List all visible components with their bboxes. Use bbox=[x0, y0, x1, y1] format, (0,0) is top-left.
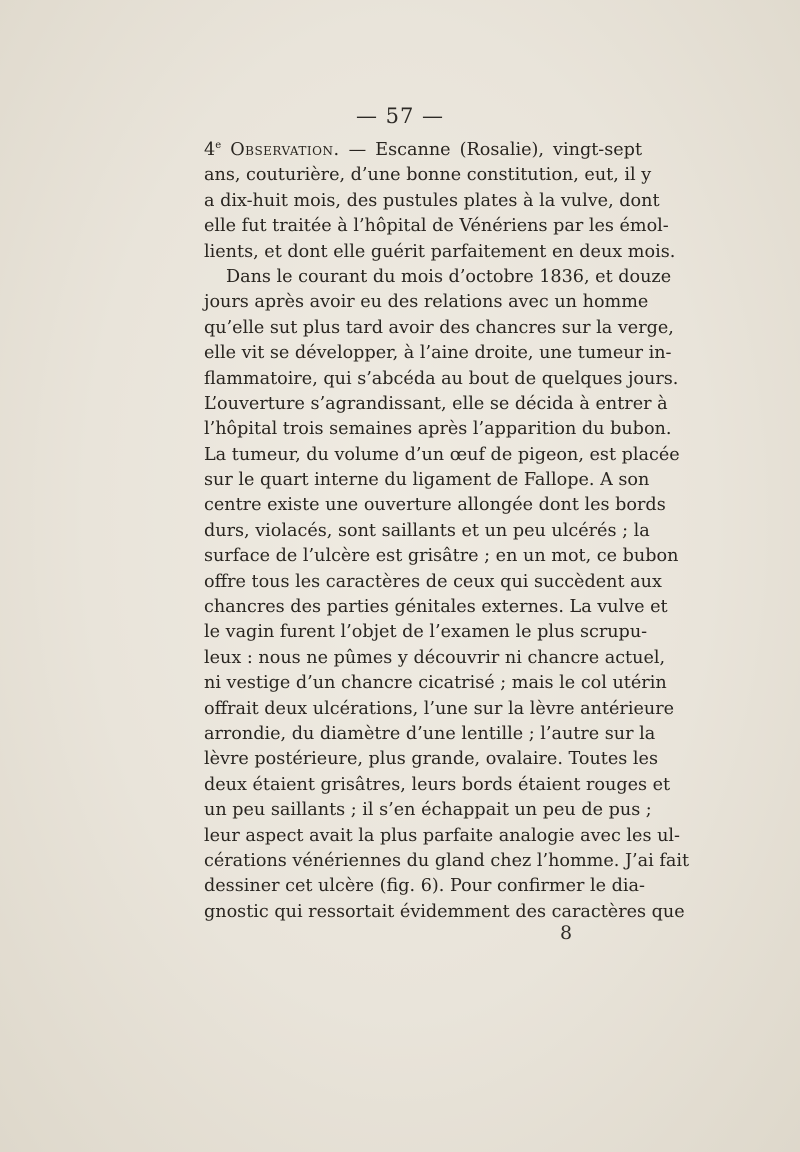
text-line: elle vit se développer, à l’aine droite, une tumeur in- bbox=[204, 343, 672, 364]
text-line: La tumeur, du volume d’un œuf de pigeon, est placée bbox=[204, 444, 680, 465]
text-line: ni vestige d’un chancre cicatrisé ; mais le col utérin bbox=[204, 673, 667, 694]
observation-number: 4 bbox=[204, 140, 216, 160]
heading-rest: — Escanne (Rosalie), vingt-sept bbox=[339, 140, 643, 160]
observation-title: Observation. bbox=[230, 140, 340, 160]
text-line: offre tous les caractères de ceux qui succèdent aux bbox=[204, 571, 662, 592]
text-line: durs, violacés, sont saillants et un peu ulcérés ; la bbox=[204, 520, 650, 541]
text-line: Dans le courant du mois d’octobre 1836, et douze bbox=[226, 266, 672, 287]
text-line: L’ouverture s’agrandissant, elle se décida à entrer à bbox=[204, 393, 668, 414]
text-line: deux étaient grisâtres, leurs bords étaient rouges et bbox=[204, 774, 671, 795]
text-line: dessiner cet ulcère (fig. 6). Pour confirmer le dia- bbox=[204, 876, 645, 897]
text-line: qu’elle sut plus tard avoir des chancres sur la verge, bbox=[204, 317, 674, 338]
text-line: l’hôpital trois semaines après l’apparition du bubon. bbox=[204, 419, 672, 440]
heading-line bbox=[204, 138, 642, 163]
text-line: elle fut traitée à l’hôpital de Vénériens par les émol- bbox=[204, 216, 669, 237]
text-line: lèvre postérieure, plus grande, ovalaire. Toutes les bbox=[204, 749, 658, 770]
text-line: sur le quart interne du ligament de Fallope. A son bbox=[204, 470, 650, 491]
body-text bbox=[204, 138, 690, 925]
text-line: cérations vénériennes du gland chez l’homme. J’ai fait bbox=[204, 850, 690, 871]
text-line: arrondie, du diamètre d’une lentille ; l’autre sur la bbox=[204, 723, 656, 744]
text-line: le vagin furent l’objet de l’examen le plus scrupu- bbox=[204, 622, 648, 643]
text-line: leux : nous ne pûmes y découvrir ni chancre actuel, bbox=[204, 647, 666, 668]
page-number: — 57 — bbox=[355, 104, 445, 128]
text-line: flammatoire, qui s’abcéda au bout de quelques jours. bbox=[204, 368, 679, 389]
text-line: a dix-huit mois, des pustules plates à la vulve, dont bbox=[204, 190, 660, 211]
text-line: un peu saillants ; il s’en échappait un peu de pus ; bbox=[204, 800, 652, 821]
signature-mark: 8 bbox=[560, 922, 573, 944]
text-line: lients, et dont elle guérit parfaitement en deux mois. bbox=[204, 241, 676, 262]
text-line: gnostic qui ressortait évidemment des caractères que bbox=[204, 901, 685, 922]
text-line: chancres des parties génitales externes. La vulve et bbox=[204, 597, 668, 618]
observation-number-suffix: e bbox=[215, 140, 222, 152]
text-line: centre existe une ouverture allongée dont les bords bbox=[204, 495, 666, 516]
text-line: jours après avoir eu des relations avec un homme bbox=[204, 292, 649, 313]
text-line: ans, couturière, d’une bonne constitution, eut, il y bbox=[204, 165, 652, 186]
text-line: leur aspect avait la plus parfaite analogie avec les ul- bbox=[204, 825, 680, 846]
text-line: offrait deux ulcérations, l’une sur la lèvre antérieure bbox=[204, 698, 675, 719]
text-line: surface de l’ulcère est grisâtre ; en un mot, ce bubon bbox=[204, 546, 679, 567]
